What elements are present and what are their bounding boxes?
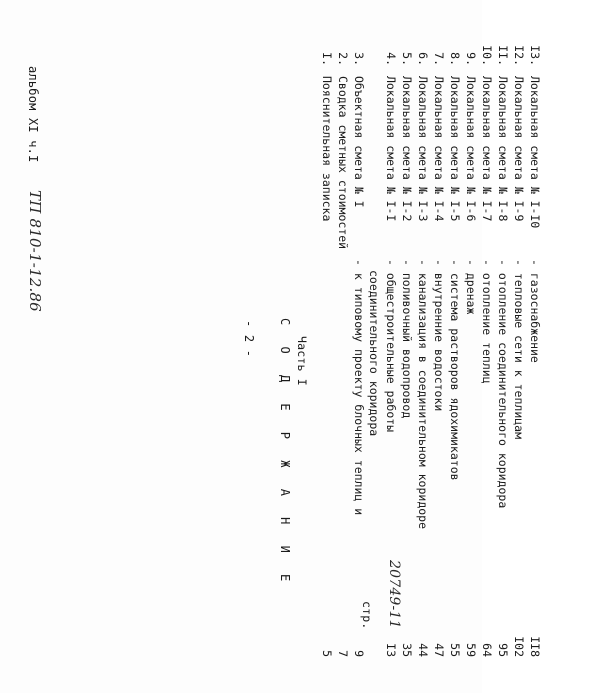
entry-desc: - к типовому проекту блочных теплиц и bbox=[352, 259, 366, 516]
page-column-label: стр. bbox=[360, 601, 374, 630]
entry-title: Пояснительная записка bbox=[320, 76, 334, 222]
entry-page: I02 bbox=[512, 636, 526, 657]
entry-page: 35 bbox=[400, 643, 414, 657]
entry-title: Локальная смета № I-I0 bbox=[528, 76, 542, 229]
entry-desc: - система растворов ядохимикатов bbox=[448, 259, 462, 481]
entry-page: 59 bbox=[464, 643, 478, 657]
entry-number: 6. bbox=[416, 52, 430, 66]
entry-number: 7. bbox=[432, 52, 446, 66]
entry-number: 3. bbox=[352, 52, 366, 66]
entry-page: 95 bbox=[496, 643, 510, 657]
entry-page: 9 bbox=[352, 650, 366, 657]
handwritten-code: ТП 810-1-12.86 bbox=[26, 190, 44, 312]
entry-desc: - канализация в соединительном коридоре bbox=[416, 259, 430, 530]
entry-page: II8 bbox=[528, 636, 542, 657]
entry-title: Локальная смета № I-8 bbox=[496, 76, 510, 222]
entry-title: Локальная смета № I-4 bbox=[432, 76, 446, 222]
entry-title: Сводка сметных стоимостей bbox=[336, 76, 350, 250]
list-item bbox=[494, 24, 510, 664]
entry-page: 55 bbox=[448, 643, 462, 657]
entry-title: Локальная смета № I-3 bbox=[416, 76, 430, 222]
entry-title: Локальная смета № I-7 bbox=[480, 76, 494, 222]
entry-number: I3. bbox=[528, 45, 542, 66]
entry-title: Локальная смета № I-I bbox=[384, 76, 398, 222]
list-item bbox=[526, 24, 542, 664]
entry-page: 7 bbox=[336, 650, 350, 657]
entry-desc: - дренаж bbox=[464, 259, 478, 315]
entry-desc: - внутренние водостоки bbox=[432, 259, 446, 412]
entry-desc-continued: соединительного коридора bbox=[367, 270, 381, 437]
entry-number: I0. bbox=[480, 45, 494, 66]
entry-title: Локальная смета № I-6 bbox=[464, 76, 478, 222]
entry-page: I3 bbox=[384, 643, 398, 657]
list-item bbox=[478, 24, 494, 664]
entry-number: 9. bbox=[464, 52, 478, 66]
album-label: альбом XI ч.I bbox=[26, 66, 40, 163]
entry-number: 2. bbox=[336, 52, 350, 66]
entry-number: 5. bbox=[400, 52, 414, 66]
entry-page: 44 bbox=[416, 643, 430, 657]
entry-desc: - отопление соединительного коридора bbox=[496, 259, 510, 509]
entry-desc: - отопление теплиц bbox=[480, 259, 494, 384]
entry-desc: - общестроительные работы bbox=[384, 259, 398, 433]
entry-number: I2. bbox=[512, 45, 526, 66]
part-label: Часть I bbox=[295, 336, 309, 386]
page-marker: - 2 - bbox=[242, 320, 256, 358]
contents-title: С О Д Е Р Ж А Н И Е bbox=[278, 318, 292, 589]
entry-number: 8. bbox=[448, 52, 462, 66]
entry-page: 47 bbox=[432, 643, 446, 657]
entry-desc: - поливочный водопровод bbox=[400, 259, 414, 419]
entry-title: Локальная смета № I-5 bbox=[448, 76, 462, 222]
entry-desc: - газоснабжение bbox=[528, 259, 542, 363]
entry-title: Локальная смета № I-2 bbox=[400, 76, 414, 222]
entry-number: 4. bbox=[384, 52, 398, 66]
entry-title: Объектная смета № I bbox=[352, 76, 366, 208]
entry-title: Локальная смета № I-9 bbox=[512, 76, 526, 222]
entry-page: 5 bbox=[320, 650, 334, 657]
entry-desc: - тепловые сети к теплицам bbox=[512, 259, 526, 440]
entry-number: II. bbox=[496, 45, 510, 66]
rotated-content-lower bbox=[116, 0, 598, 693]
list-item bbox=[510, 24, 526, 664]
doc-number: 20749-11 bbox=[386, 560, 402, 629]
entry-page: 64 bbox=[480, 643, 494, 657]
entry-number: I. bbox=[320, 52, 334, 66]
